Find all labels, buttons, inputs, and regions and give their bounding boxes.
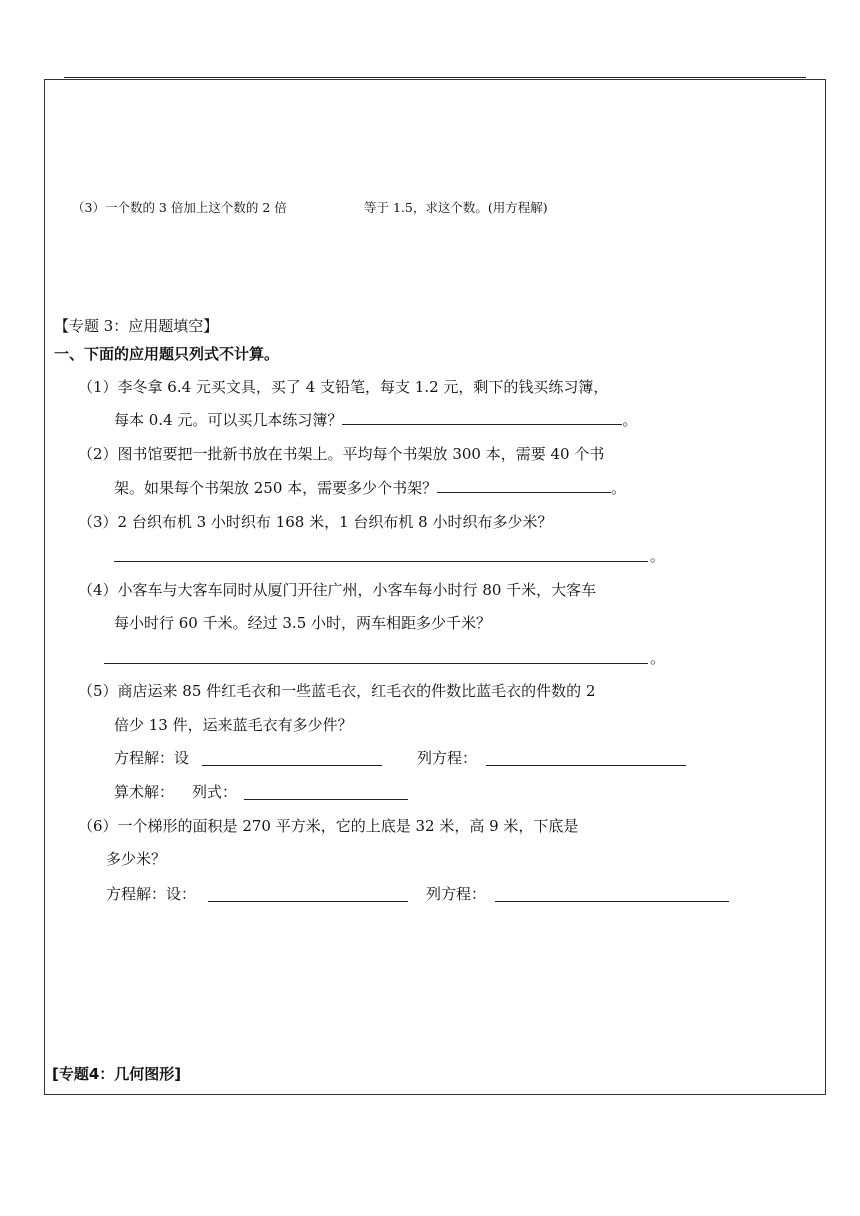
problem-1-line-1: （1）李冬拿 6.4 元买文具，买了 4 支铅笔，每支 1.2 元，剩下的钱买练习簿， — [78, 378, 609, 396]
problem-1-end: 。 — [622, 411, 638, 429]
header-rule — [64, 77, 806, 78]
problem-2-line-1: （2）图书馆要把一批新书放在书架上。平均每个书架放 300 本，需要 40 个书 — [78, 445, 605, 463]
problem-2-line-2 — [114, 478, 626, 498]
problem-2-answer-blank[interactable] — [437, 478, 611, 493]
problem-5-equation-blank[interactable] — [486, 765, 686, 766]
equation-question-3-part-a: （3）一个数的 3 倍加上这个数的 2 倍 — [72, 200, 287, 215]
problem-4-end: 。 — [650, 649, 666, 667]
topic-4-heading: [专题4：几何图形] — [52, 1065, 182, 1083]
problem-5-variable-blank[interactable] — [202, 765, 382, 766]
equation-question-3-part-b: 等于 1.5，求这个数。(用方程解) — [364, 200, 548, 215]
topic-3-heading: 【专题 3：应用题填空】 — [54, 317, 219, 335]
problem-6-equation-blank[interactable] — [495, 901, 729, 902]
problem-1-answer-blank[interactable] — [342, 410, 622, 425]
section-1-heading: 一、下面的应用题只列式不计算。 — [54, 345, 280, 363]
problem-6-variable-blank[interactable] — [208, 901, 408, 902]
problem-5-line-2: 倍少 13 件，运来蓝毛衣有多少件？ — [114, 716, 353, 734]
problem-3-end: 。 — [650, 547, 666, 565]
problem-5-equation-label: 方程解：设 — [114, 749, 190, 767]
problem-3-answer-blank[interactable] — [114, 561, 648, 562]
problem-4-line-2: 每小时行 60 千米。经过 3.5 小时，两车相距多少千米？ — [114, 614, 492, 632]
problem-6-equation-label: 方程解：设： — [106, 885, 197, 903]
problem-3-line-1: （3）2 台织布机 3 小时织布 168 米，1 台织布机 8 小时织布多少米？ — [78, 513, 553, 531]
problem-1-line-2 — [114, 410, 637, 430]
problem-6-line-1: （6）一个梯形的面积是 270 平方米，它的上底是 32 米，高 9 米，下底是 — [78, 817, 579, 835]
problem-6-line-2: 多少米？ — [106, 850, 167, 868]
problem-5-equation-list-label: 列方程： — [417, 749, 478, 767]
problem-2-text: 架。如果每个书架放 250 本，需要多少个书架？ — [114, 479, 438, 497]
problem-5-line-1: （5）商店运来 85 件红毛衣和一些蓝毛衣，红毛衣的件数比蓝毛衣的件数的 2 — [78, 682, 596, 700]
problem-5-arithmetic-label: 算术解： — [114, 783, 175, 801]
problem-1-text: 每本 0.4 元。可以买几本练习簿？ — [114, 411, 343, 429]
problem-2-end: 。 — [611, 479, 627, 497]
problem-5-arithmetic-list-label: 列式： — [192, 783, 238, 801]
problem-4-answer-blank[interactable] — [104, 663, 648, 664]
problem-5-arithmetic-blank[interactable] — [244, 799, 408, 800]
problem-4-line-1: （4）小客车与大客车同时从厦门开往广州，小客车每小时行 80 千米，大客车 — [78, 581, 597, 599]
problem-6-equation-list-label: 列方程： — [426, 885, 487, 903]
